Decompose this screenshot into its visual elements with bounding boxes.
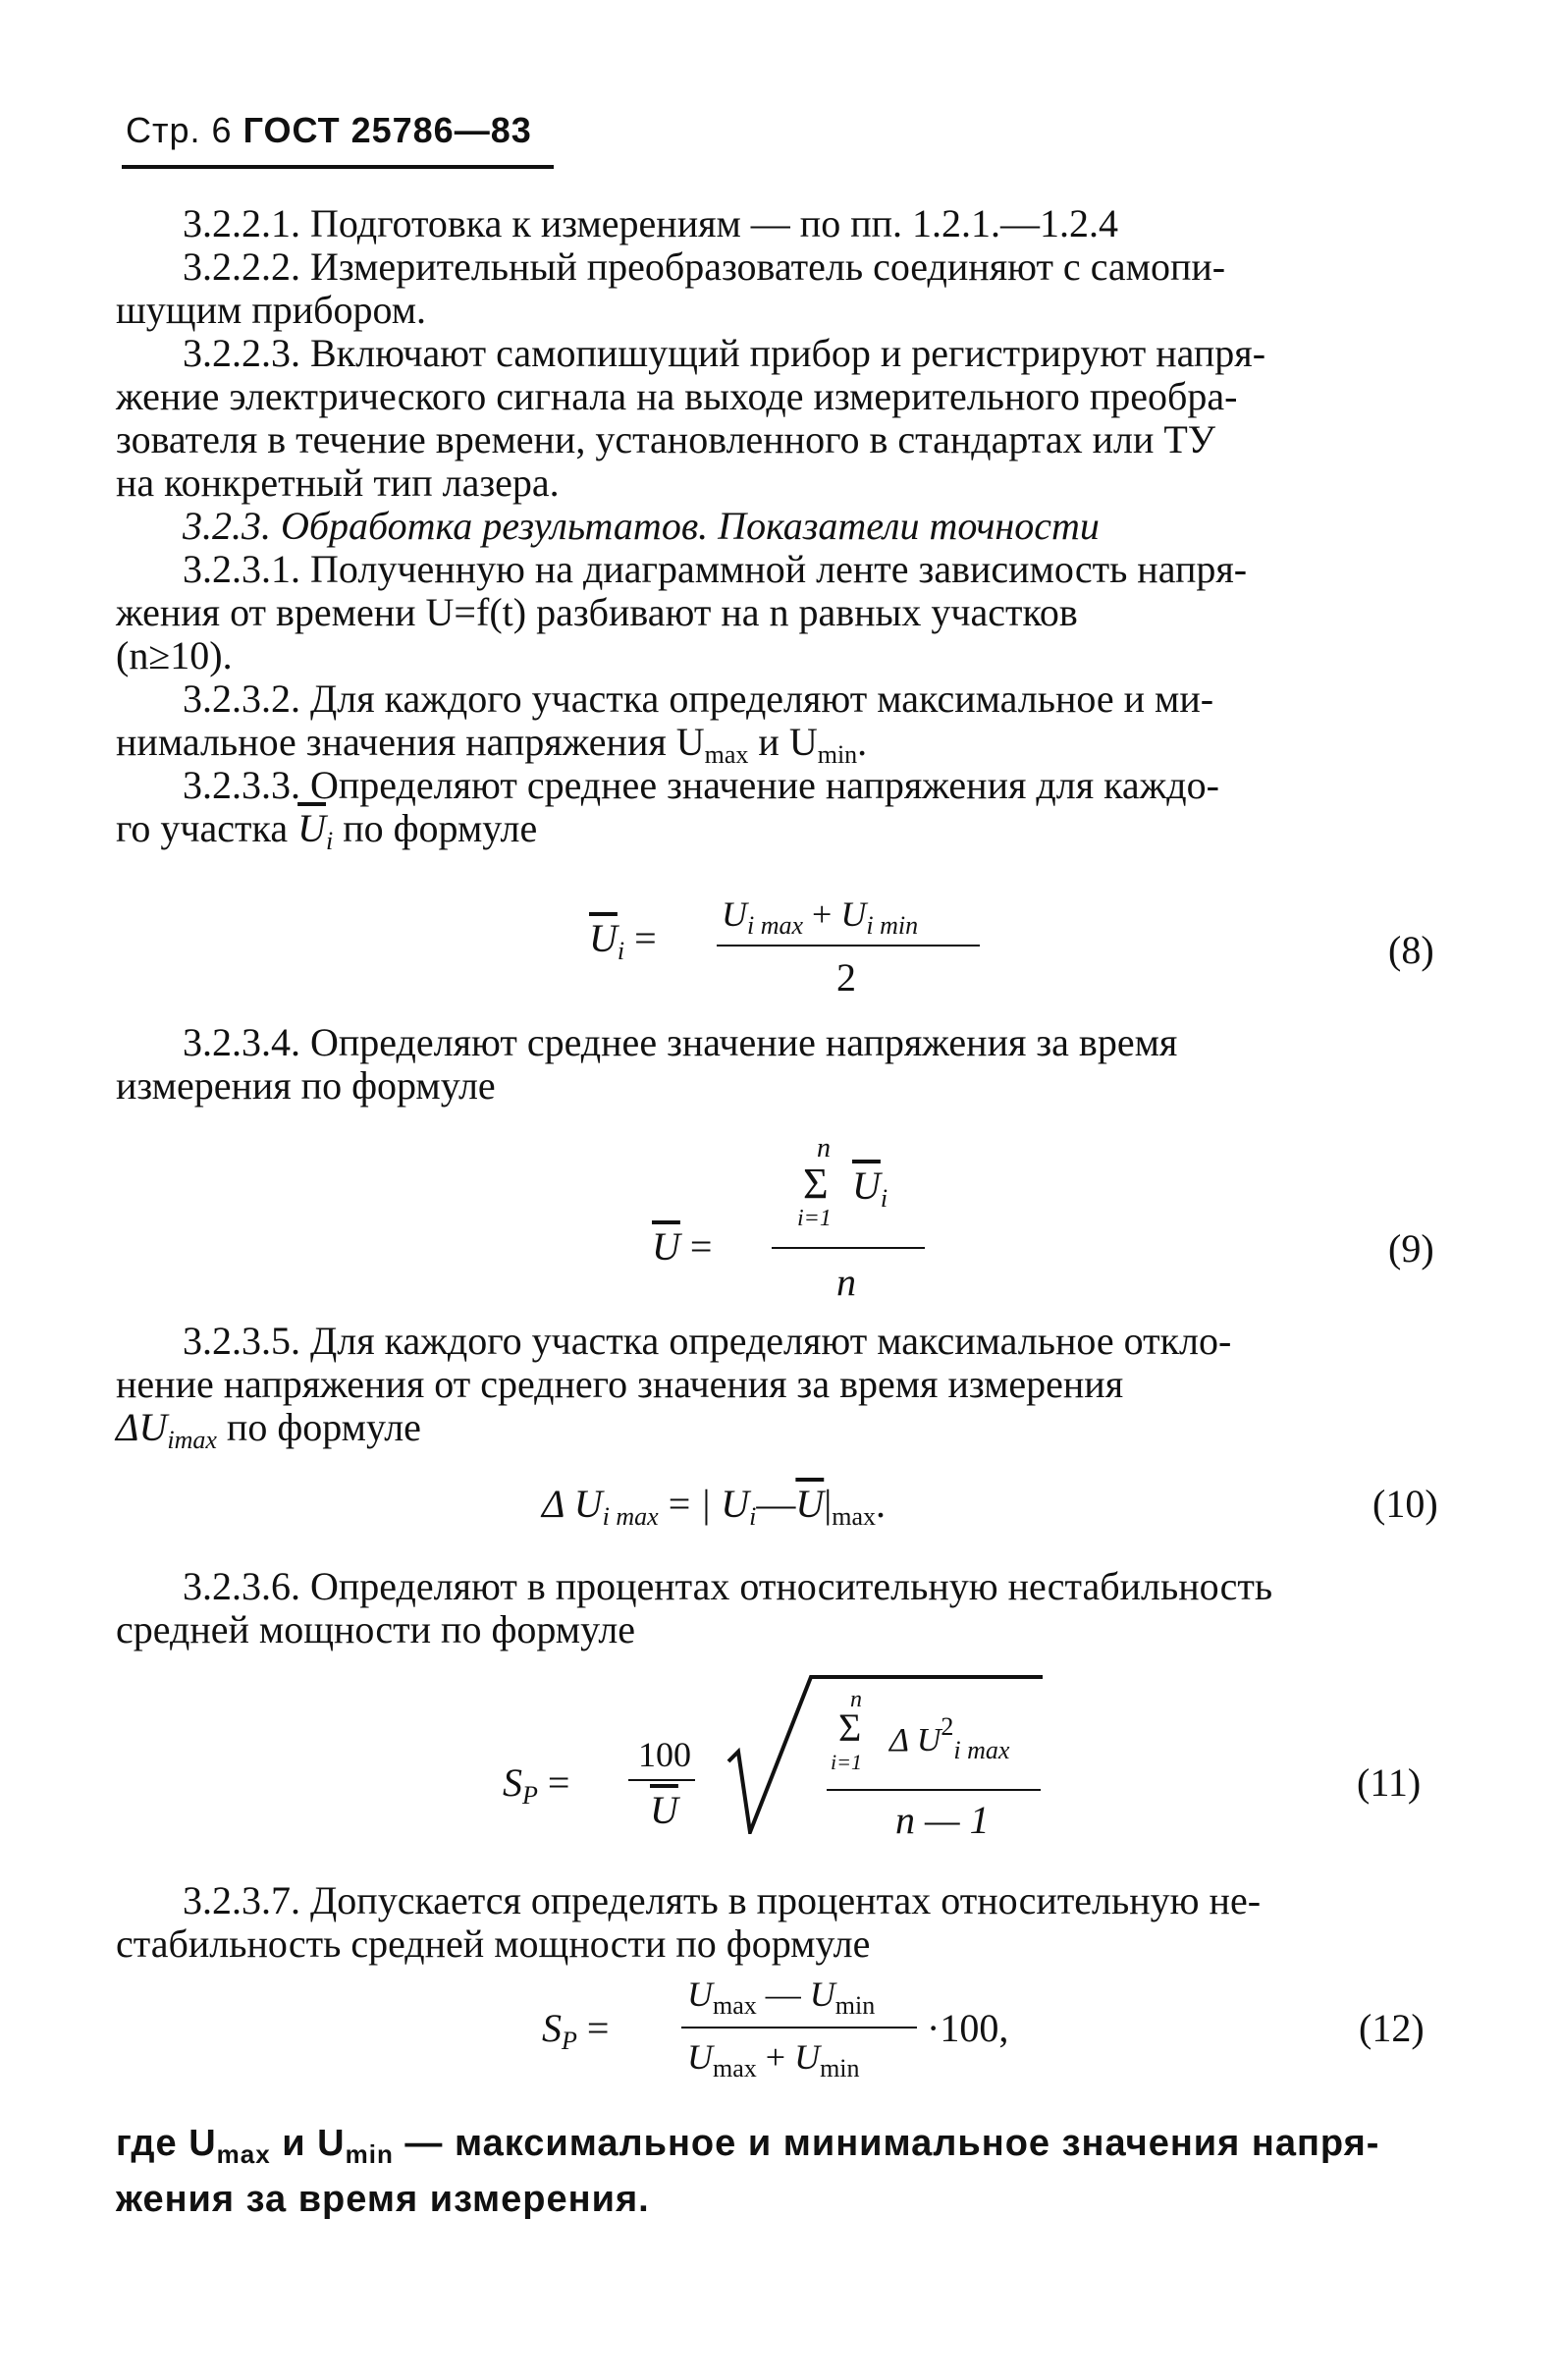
paragraph-text: (n≥10). xyxy=(116,633,233,677)
formula-12-tail: ·100, xyxy=(927,2006,1009,2050)
operator: + xyxy=(765,2037,786,2077)
formula-9-term xyxy=(852,1163,888,1214)
equation-number-9: (9) xyxy=(1388,1226,1434,1271)
note-text: жения за время измерения. xyxy=(116,2179,650,2220)
operator: . xyxy=(876,1482,887,1526)
paragraph-text: нимальное значения напряжения U xyxy=(116,720,705,764)
subscript: i xyxy=(617,937,625,965)
symbol: $\overline{U}$ xyxy=(297,806,326,850)
section-3-2-3-heading xyxy=(116,505,1471,548)
paragraph-text: 3.2.3.4. Определяют среднее значение напряжения за время xyxy=(183,1020,1178,1064)
subscript: max xyxy=(713,2054,757,2082)
subscript: max xyxy=(216,2139,271,2169)
symbol: U xyxy=(794,2037,821,2077)
formula-11-coef-numerator: 100 xyxy=(638,1735,691,1774)
page-number: Стр. 6 xyxy=(126,110,233,150)
superscript: 2 xyxy=(941,1712,954,1741)
equation-number-12: (12) xyxy=(1359,2006,1425,2050)
symbol: U xyxy=(722,894,747,934)
paragraph-text: 3.2.2.2. Измерительный преобразователь соединяют с самопи- xyxy=(183,244,1226,289)
paragraph-3-2-3-6 xyxy=(116,1565,1471,1651)
note-text: и U xyxy=(270,2123,346,2164)
subscript: min xyxy=(820,2054,860,2082)
paragraph-text: го участка xyxy=(116,806,298,850)
summation-icon: Σ xyxy=(803,1160,829,1208)
paragraph-3-2-3-2 xyxy=(116,677,1471,777)
symbol: U xyxy=(687,1974,713,2014)
operator: = xyxy=(689,1224,713,1269)
formula-9-denominator: n xyxy=(836,1260,856,1304)
symbol: | U xyxy=(700,1482,750,1526)
paragraph-text: средней мощности по формуле xyxy=(116,1607,636,1651)
fraction-line xyxy=(681,2027,917,2028)
symbol: U xyxy=(840,894,867,934)
subscript: i max xyxy=(747,911,804,940)
paragraph-text: на конкретный тип лазера. xyxy=(116,460,560,505)
formula-12-denominator xyxy=(687,2036,860,2083)
note-text: где U xyxy=(116,2123,217,2164)
paragraph-text: нение напряжения от среднего значения за время измерения xyxy=(116,1362,1124,1406)
subscript: P xyxy=(522,1781,538,1810)
paragraph-text: 3.2.3.5. Для каждого участка определяют максимальное откло- xyxy=(183,1319,1232,1363)
standard-title: ГОСТ 25786—83 xyxy=(242,110,532,150)
symbol: S xyxy=(542,2006,562,2050)
operator: = xyxy=(586,2006,610,2050)
paragraph-3-2-3-1 xyxy=(116,548,1471,677)
header-divider xyxy=(122,165,554,169)
symbol-explanation xyxy=(116,2121,1471,2222)
page-header xyxy=(126,110,532,151)
paragraph-text: 3.2.3.2. Для каждого участка определяют максимальное и ми- xyxy=(183,676,1214,721)
paragraph-3-2-2-3 xyxy=(116,332,1471,505)
operator: + xyxy=(812,894,833,934)
paragraph-text: 3.2.3.6. Определяют в процентах относительную нестабильность xyxy=(183,1564,1273,1608)
formula-11-coef-denominator: $\overline{U}$ xyxy=(650,1788,678,1832)
operator: | xyxy=(824,1482,833,1526)
subscript: min xyxy=(834,1991,876,2020)
symbol: $\overline{U}$ xyxy=(852,1163,881,1208)
paragraph-text: жения от времени U=f(t) разбивают на n равных участков xyxy=(116,590,1078,634)
formula-10 xyxy=(542,1481,886,1532)
paragraph-text: по формуле xyxy=(216,1405,421,1449)
paragraph-3-2-3-7 xyxy=(116,1879,1471,1966)
paragraph-text: шущим прибором. xyxy=(116,288,427,332)
paragraph-text: жение электрического сигнала на выходе измерительного преобра- xyxy=(116,374,1238,418)
formula-9-lhs xyxy=(652,1223,712,1270)
symbol: U xyxy=(809,1974,835,2014)
operator: — xyxy=(756,1482,796,1526)
formula-8 xyxy=(589,915,657,966)
subscript: min xyxy=(345,2139,394,2169)
symbol: ΔU xyxy=(116,1405,168,1449)
symbol: $\overline{U}$ xyxy=(652,1224,680,1269)
operator: — xyxy=(765,1974,801,2014)
equation-number-11: (11) xyxy=(1357,1760,1422,1805)
formula-8-numerator xyxy=(722,893,918,941)
symbol: $\overline{U}$ xyxy=(589,916,618,960)
fraction-line xyxy=(628,1779,695,1781)
subscript: i xyxy=(326,827,334,855)
section-heading: 3.2.3. Обработка результатов. Показатели точности xyxy=(183,504,1100,548)
symbol: U xyxy=(687,2037,713,2077)
formula-8-denominator: 2 xyxy=(836,955,856,1000)
fraction-line xyxy=(717,945,980,947)
summation-icon: Σ xyxy=(838,1705,862,1750)
subscript: max xyxy=(832,1502,877,1531)
subscript: P xyxy=(562,2027,577,2055)
symbol: Δ U xyxy=(542,1482,603,1526)
paragraph-text: 3.2.3.1. Полученную на диаграммной ленте зависимость напря- xyxy=(183,547,1248,591)
paragraph-3-2-3-4 xyxy=(116,1021,1471,1108)
subscript: i max xyxy=(953,1736,1010,1764)
paragraph-3-2-3-3 xyxy=(116,764,1471,863)
operator: = xyxy=(668,1482,691,1526)
paragraph-text: . xyxy=(857,720,868,764)
paragraph-text: стабильность средней мощности по формуле xyxy=(116,1921,871,1966)
subscript: max xyxy=(713,1991,757,2020)
paragraph-text: 3.2.2.1. Подготовка к измерениям — по пп. 1.2.1.—1.2.4 xyxy=(183,201,1119,245)
note-text: — максимальное и минимальное значения напря- xyxy=(393,2123,1380,2164)
fraction-line xyxy=(827,1789,1041,1791)
symbol: S xyxy=(503,1760,522,1805)
sum-upper-limit: n xyxy=(850,1687,862,1712)
paragraph-text: 3.2.3.3. Определяют среднее значение напряжения для каждо- xyxy=(183,763,1219,807)
subscript: i xyxy=(749,1502,757,1531)
equation-number-8: (8) xyxy=(1388,928,1434,972)
formula-12-numerator xyxy=(687,1974,875,2021)
paragraph-text: зователя в течение времени, установленного в стандартах или ТУ xyxy=(116,417,1216,461)
formula-12-lhs xyxy=(542,2005,609,2056)
paragraph-text: и U xyxy=(748,720,818,764)
subscript: max xyxy=(704,740,749,769)
subscript: i min xyxy=(866,911,919,940)
subscript: min xyxy=(817,740,858,769)
paragraph-text: 3.2.3.7. Допускается определять в процентах относительную не- xyxy=(183,1878,1262,1922)
operator: = xyxy=(634,916,657,960)
subscript: i xyxy=(880,1184,888,1213)
paragraph-text: по формуле xyxy=(333,806,538,850)
symbol: Δ U xyxy=(889,1722,941,1758)
formula-11-term xyxy=(889,1712,1009,1765)
subscript: imax xyxy=(167,1426,217,1454)
subscript: i max xyxy=(602,1502,659,1531)
operator: = xyxy=(547,1760,570,1805)
paragraph-text: измерения по формуле xyxy=(116,1063,496,1108)
sum-lower-limit: i=1 xyxy=(797,1206,832,1231)
formula-11-denominator: n — 1 xyxy=(895,1798,990,1842)
formula-11-lhs xyxy=(503,1759,569,1811)
paragraph-3-2-2-1 xyxy=(116,202,1471,245)
equation-number-10: (10) xyxy=(1372,1482,1438,1526)
paragraph-text: 3.2.2.3. Включают самопишущий прибор и регистрируют напря- xyxy=(183,331,1266,375)
sum-upper-limit: n xyxy=(817,1133,831,1163)
paragraph-3-2-2-2 xyxy=(116,245,1471,332)
paragraph-3-2-3-5 xyxy=(116,1320,1471,1462)
symbol: $\overline{U}$ xyxy=(795,1482,825,1526)
fraction-line xyxy=(772,1247,925,1249)
sum-lower-limit: i=1 xyxy=(831,1750,862,1774)
